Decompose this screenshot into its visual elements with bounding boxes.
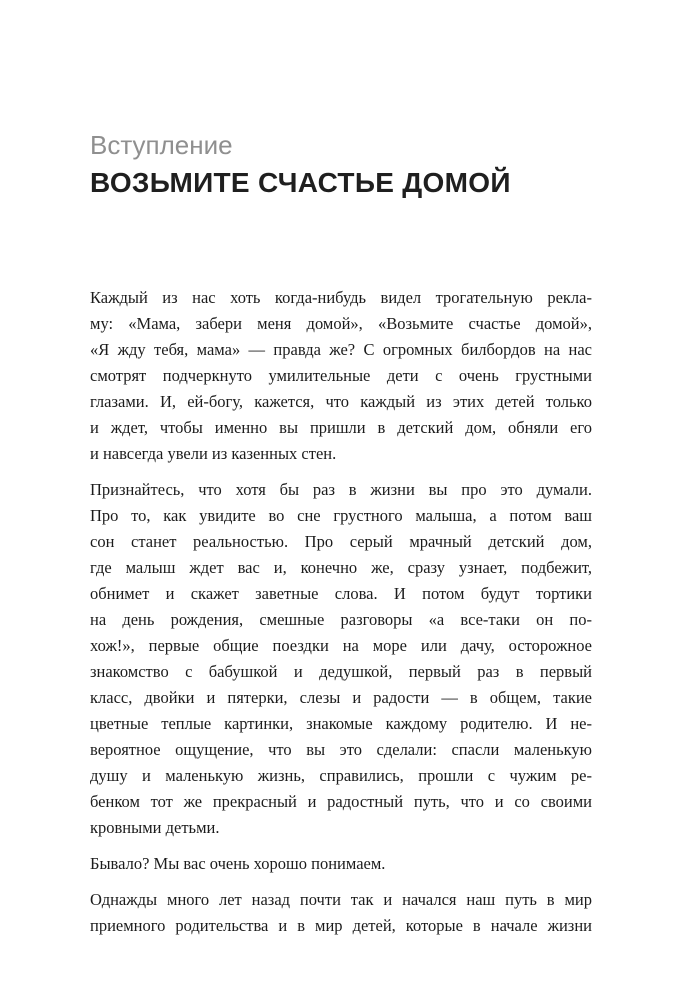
text-line: цветные теплые картинки, знакомые каждому родителю. И не- <box>90 713 592 733</box>
text-line: Признайтесь, что хотя бы раз в жизни вы про это думали. <box>90 479 592 499</box>
text-line: «Я жду тебя, мама» — правда же? С огромных билбордов на нас <box>90 339 592 359</box>
text-line: на день рождения, смешные разговоры «а все-таки он по- <box>90 609 592 629</box>
text-line: и навсегда увели из казенных стен. <box>90 443 337 463</box>
paragraph <box>90 477 592 841</box>
chapter-title: ВОЗЬМИТЕ СЧАСТЬЕ ДОМОЙ <box>90 167 511 199</box>
text-line: обнимет и скажет заветные слова. И потом будут тортики <box>90 583 592 603</box>
text-line: душу и маленькую жизнь, справились, прошли с чужим ре- <box>90 765 592 785</box>
paragraph <box>90 851 592 877</box>
text-line: вероятное ощущение, что вы это сделали: спасли маленькую <box>90 739 592 759</box>
text-line: приемного родительства и в мир детей, которые в начале жизни <box>90 915 592 935</box>
text-line: кровными детьми. <box>90 817 220 837</box>
text-line: сон станет реальностью. Про серый мрачный детский дом, <box>90 531 592 551</box>
text-line: Бывало? Мы вас очень хорошо понимаем. <box>90 853 386 873</box>
text-line: Каждый из нас хоть когда-нибудь видел трогательную рекла- <box>90 287 592 307</box>
text-line: и ждет, чтобы именно вы пришли в детский дом, обняли его <box>90 417 592 437</box>
text-line: бенком тот же прекрасный и радостный путь, что и со своими <box>90 791 592 811</box>
paragraph <box>90 887 592 939</box>
text-line: смотрят подчеркнуто умилительные дети с очень грустными <box>90 365 592 385</box>
text-line: Однажды много лет назад почти так и начался наш путь в мир <box>90 889 592 909</box>
text-line: знакомство с бабушкой и дедушкой, первый раз в первый <box>90 661 592 681</box>
text-line: класс, двойки и пятерки, слезы и радости — в общем, такие <box>90 687 592 707</box>
text-line: Про то, как увидите во сне грустного малыша, а потом ваш <box>90 505 592 525</box>
text-line: где малыш ждет вас и, конечно же, сразу узнает, подбежит, <box>90 557 592 577</box>
text-line: глазами. И, ей-богу, кажется, что каждый из этих детей только <box>90 391 592 411</box>
body-text <box>90 285 592 939</box>
text-line: му: «Мама, забери меня домой», «Возьмите счастье домой», <box>90 313 592 333</box>
chapter-kicker: Вступление <box>90 130 233 160</box>
text-line: хож!», первые общие поездки на море или дачу, осторожное <box>90 635 592 655</box>
paragraph <box>90 285 592 467</box>
chapter-header <box>90 130 592 200</box>
